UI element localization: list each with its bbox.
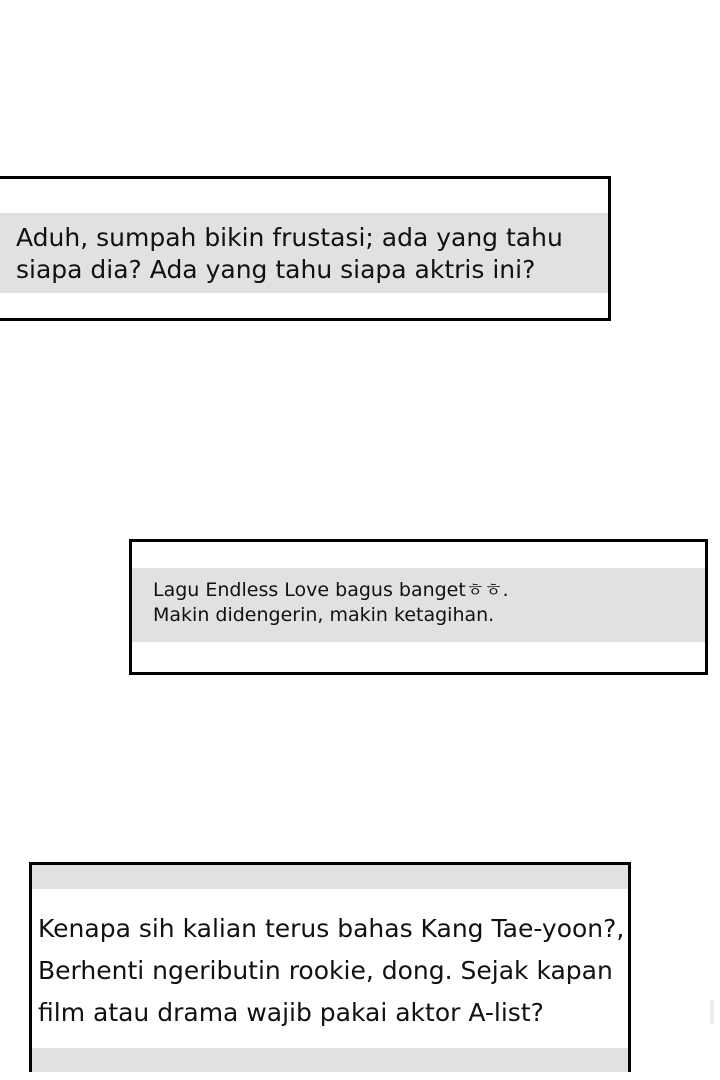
speech-box-3-bottom-band [32, 1048, 628, 1072]
speech-box-1-text: Aduh, sumpah bikin frustasi; ada yang tahu siapa dia? Ada yang tahu siapa aktris ini? [16, 223, 563, 284]
speech-box-3 [29, 862, 631, 1072]
speech-box-3-top-band [32, 865, 628, 889]
speech-box-1 [0, 176, 611, 321]
edge-mark [710, 1000, 714, 1024]
speech-box-2 [129, 539, 708, 675]
speech-box-3-text: Kenapa sih kalian terus bahas Kang Tae-yoon?, Berhenti ngeributin rookie, dong. Sejak kapan film atau drama wajib pakai aktor A-list? [38, 914, 625, 1027]
speech-box-2-text: Lagu Endless Love bagus bangetㅎㅎ. Makin didengerin, makin ketagihan. [153, 579, 509, 626]
